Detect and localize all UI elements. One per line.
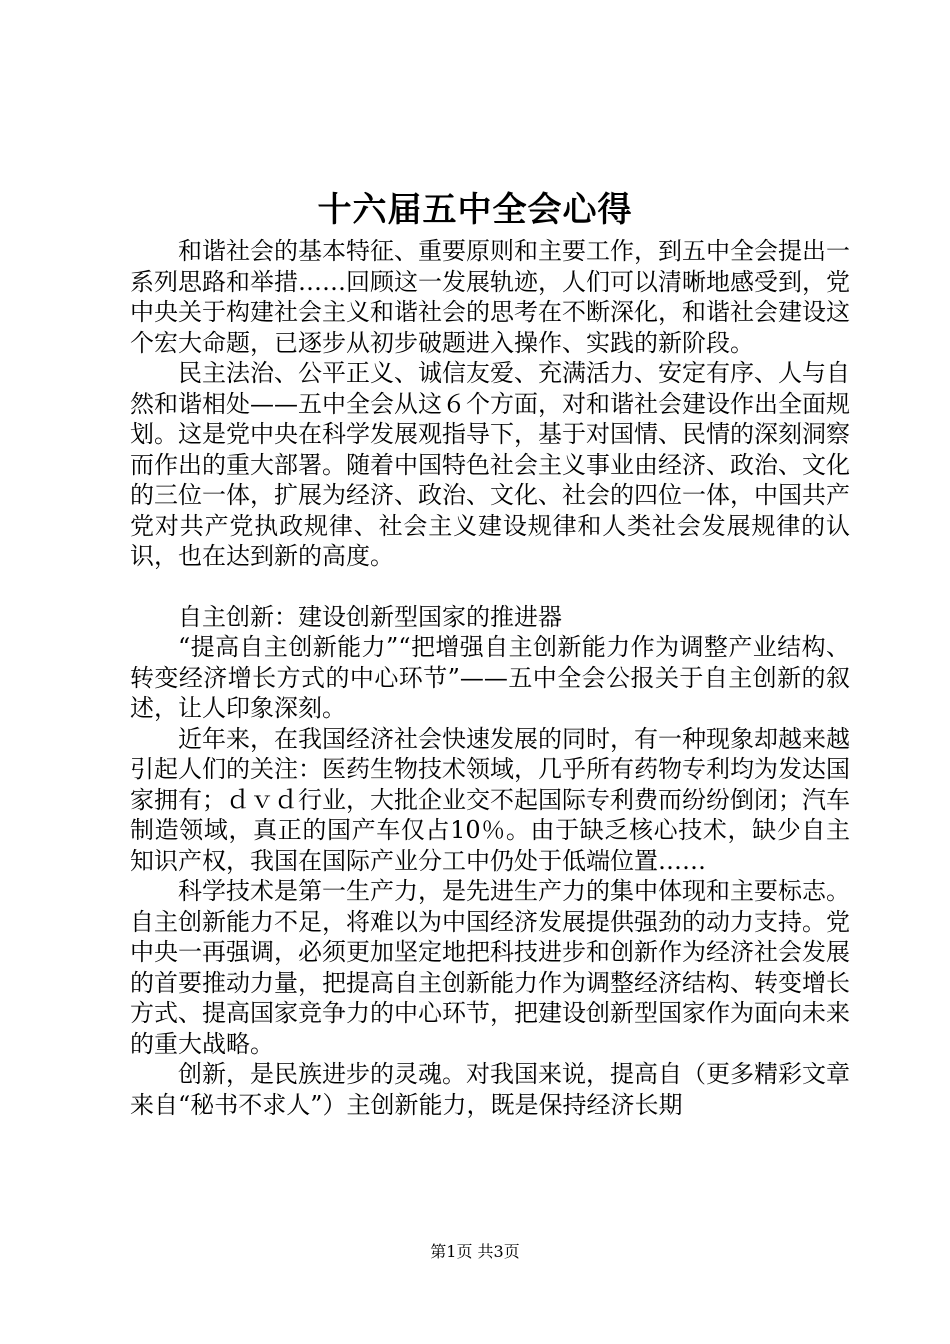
- paragraph: 科学技术是第一生产力，是先进生产力的集中体现和主要标志。自主创新能力不足，将难以为中国经济发展提供强劲的动力支持。党中央一再强调，必须更加坚定地把科技进步和创新作为经济社会发展的首要推动力量，把提高自主创新能力作为调整经济结构、转变增长方式、提高国家竞争力的中心环节，把建设创新型国家作为面向未来的重大战略。: [130, 877, 850, 1058]
- paragraph: 民主法治、公平正义、诚信友爱、充满活力、安定有序、人与自然和谐相处——五中全会从这６个方面，对和谐社会建设作出全面规划。这是党中央在科学发展观指导下，基于对国情、民情的深刻洞察而作出的重大部署。随着中国特色社会主义事业由经济、政治、文化的三位一体，扩展为经济、政治、文化、社会的四位一体，中国共产党对共产党执政规律、社会主义建设规律和人类社会发展规律的认识，也在达到新的高度。: [130, 359, 850, 570]
- page-footer: 第1页 共3页: [430, 1242, 520, 1261]
- paragraph: 和谐社会的基本特征、重要原则和主要工作，到五中全会提出一系列思路和举措……回顾这一发展轨迹，人们可以清晰地感受到，党中央关于构建社会主义和谐社会的思考在不断深化，和谐社会建设这个宏大命题，已逐步从初步破题进入操作、实践的新阶段。: [130, 237, 850, 357]
- section-heading: 自主创新：建设创新型国家的推进器: [178, 602, 562, 631]
- paragraph: 创新，是民族进步的灵魂。对我国来说，提高自（更多精彩文章来自“秘书不求人”）主创新能力，既是保持经济长期: [130, 1060, 850, 1119]
- paragraph: “提高自主创新能力”“把增强自主创新能力作为调整产业结构、转变经济增长方式的中心环节”——五中全会公报关于自主创新的叙述，让人印象深刻。: [130, 633, 850, 722]
- paragraph: 近年来，在我国经济社会快速发展的同时，有一种现象却越来越引起人们的关注：医药生物技术领域，几乎所有药物专利均为发达国家拥有；ｄｖｄ行业，大批企业交不起国际专利费而纷纷倒闭；汽车制造领域，真正的国产车仅占10％。由于缺乏核心技术，缺少自主知识产权，我国在国际产业分工中仍处于低端位置……: [130, 724, 850, 875]
- document-title: 十六届五中全会心得: [317, 190, 633, 230]
- document-body: [130, 236, 850, 1120]
